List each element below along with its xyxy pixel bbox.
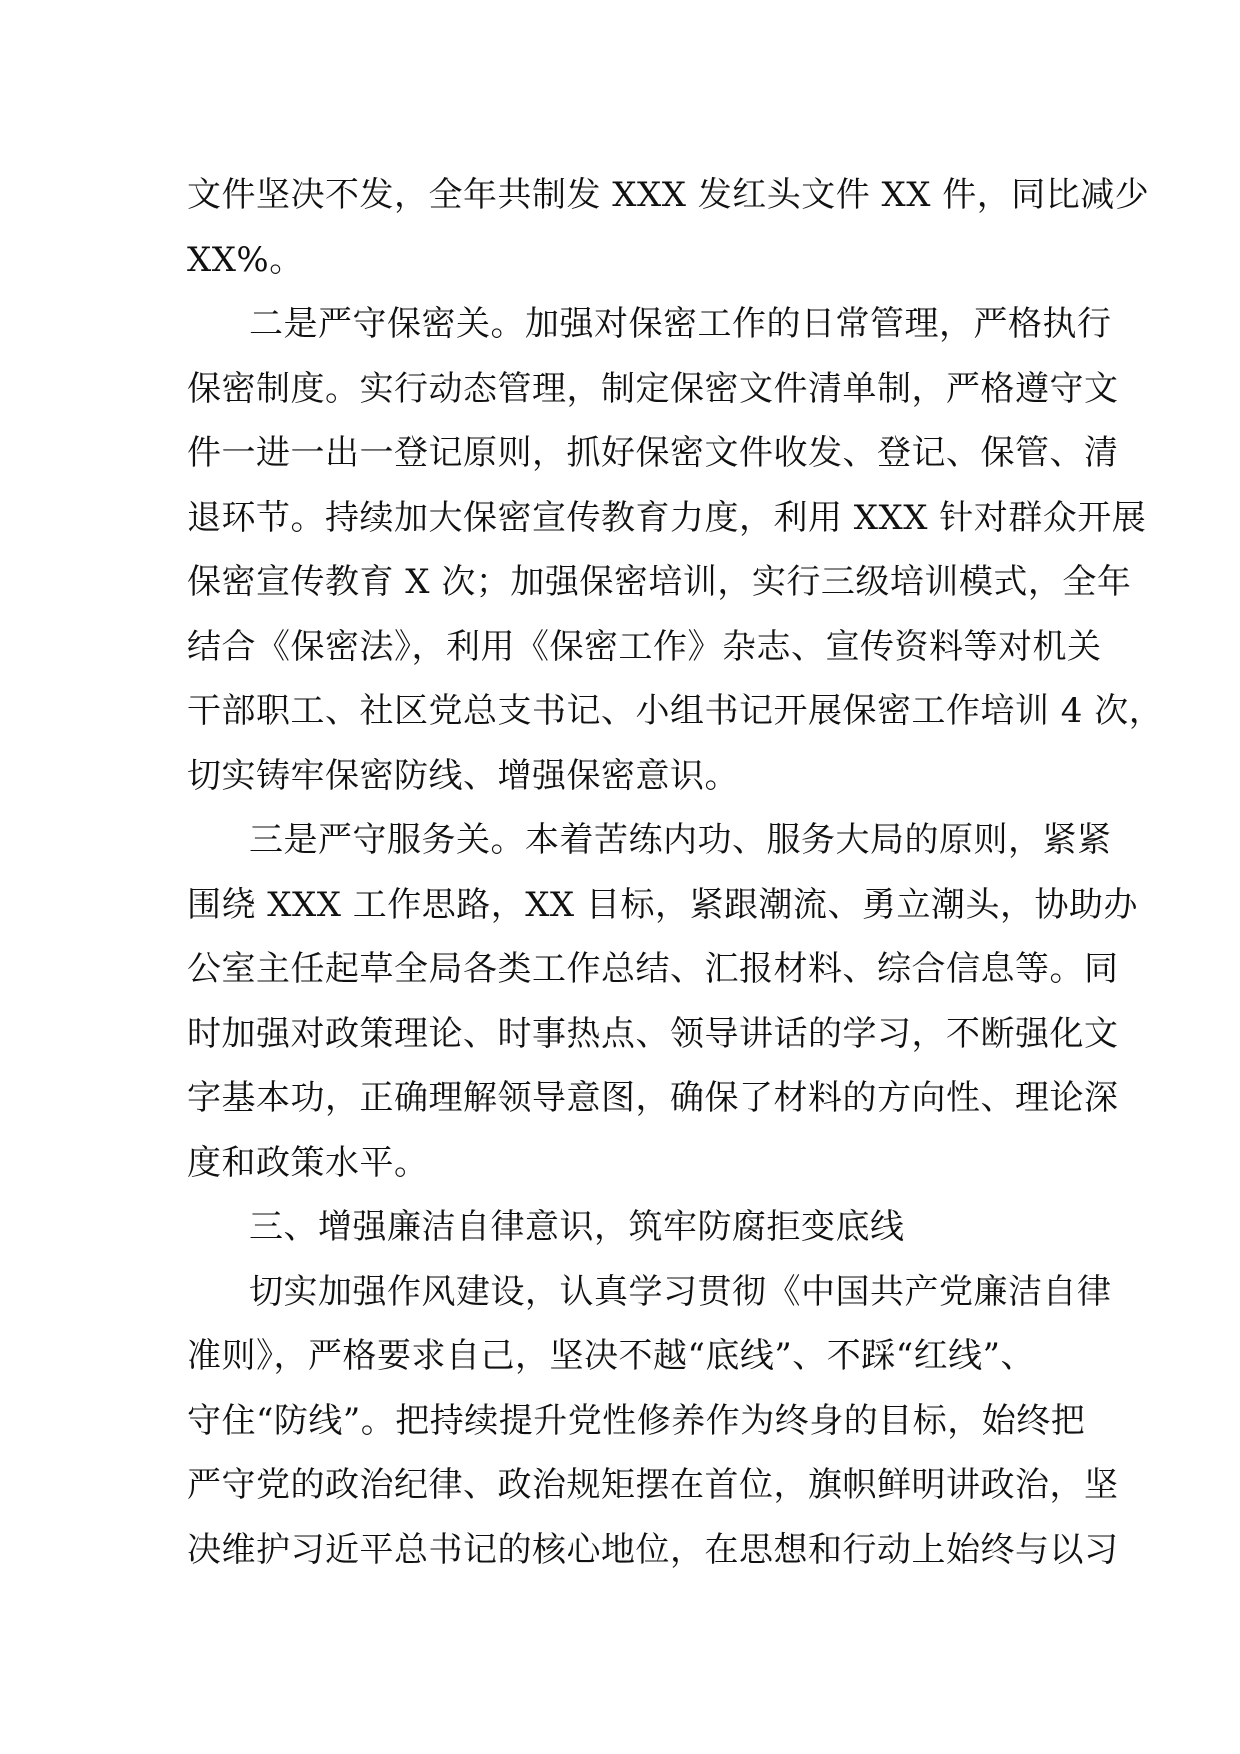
text-line-7: 保密宣传教育 X 次；加强保密培训，实行三级培训模式，全年: [187, 562, 1132, 602]
text-line-13: 公室主任起草全局各类工作总结、汇报材料、综合信息等。同: [187, 949, 1119, 989]
text-line-6: 退环节。持续加大保密宣传教育力度，利用 XXX 针对群众开展: [187, 497, 1147, 538]
paragraph-start-integrity: 切实加强作风建设，认真学习贯彻《中国共产党廉洁自律: [249, 1271, 1112, 1312]
document-body: [187, 163, 1164, 1582]
text-line-16: 度和政策水平。: [187, 1142, 429, 1183]
text-line-22: 决维护习近平总书记的核心地位，在思想和行动上始终与以习: [187, 1529, 1119, 1570]
text-line-4: 保密制度。实行动态管理，制定保密文件清单制，严格遵守文: [187, 368, 1119, 409]
text-line-8: 结合《保密法》，利用《保密工作》杂志、宣传资料等对机关: [187, 626, 1102, 667]
text-line-15: 字基本功，正确理解领导意图，确保了材料的方向性、理论深: [187, 1078, 1119, 1118]
text-line-14: 时加强对政策理论、时事热点、领导讲话的学习，不断强化文: [187, 1013, 1119, 1054]
text-line-10: 切实铸牢保密防线、增强保密意识。: [187, 755, 739, 796]
paragraph-heading-secrecy: 二是严守保密关。加强对保密工作的日常管理，严格执行: [249, 304, 1112, 344]
text-line-20: 守住“防线”。把持续提升党性修养作为终身的目标，始终把: [187, 1400, 1086, 1441]
text-line-1: 文件坚决不发，全年共制发 XXX 发红头文件 XX 件，同比减少: [187, 175, 1150, 215]
section-heading-integrity: 三、增强廉洁自律意识，筑牢防腐拒变底线: [249, 1207, 905, 1247]
text-line-21: 严守党的政治纪律、政治规矩摆在首位，旗帜鲜明讲政治，坚: [187, 1465, 1119, 1505]
paragraph-heading-service: 三是严守服务关。本着苦练内功、服务大局的原则，紧紧: [249, 820, 1112, 860]
text-line-12: 围绕 XXX 工作思路，XX 目标，紧跟潮流、勇立潮头，协助办: [187, 884, 1138, 925]
text-line-19: 准则》，严格要求自己，坚决不越“底线”、不踩“红线”、: [187, 1336, 1036, 1376]
text-line-2: XX%。: [187, 239, 304, 280]
text-line-5: 件一进一出一登记原则，抓好保密文件收发、登记、保管、清: [187, 433, 1119, 473]
text-line-9: 干部职工、社区党总支书记、小组书记开展保密工作培训 4 次，: [187, 691, 1164, 731]
